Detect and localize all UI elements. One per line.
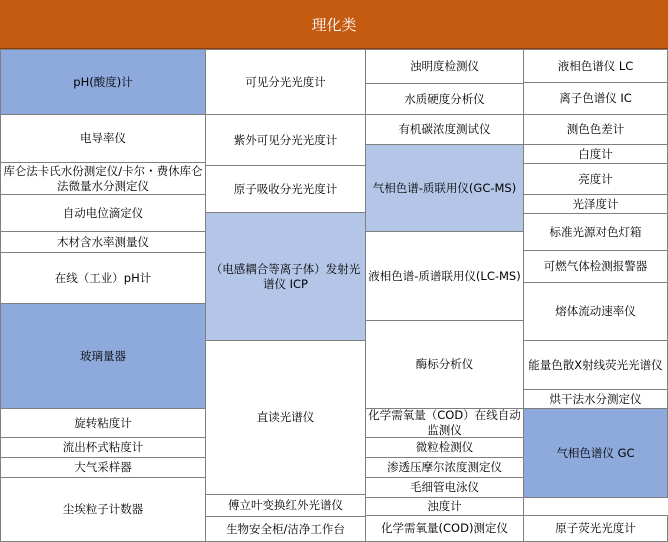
instrument-cell [365, 477, 524, 498]
instrument-cell [205, 212, 366, 341]
instrument-cell [523, 282, 668, 341]
instrument-cell [365, 83, 524, 115]
instrument-label: 水质硬度分析仪 [404, 91, 485, 106]
instrument-label: 旋转粘度计 [74, 415, 132, 430]
instrument-label: 自动电位滴定仪 [62, 205, 144, 220]
instrument-label: 毛细管电泳仪 [410, 480, 479, 495]
instrument-label: 傅立叶变换红外光谱仪 [228, 498, 343, 513]
instrument-cell [0, 303, 206, 409]
instrument-cell [205, 494, 366, 517]
instrument-cell [0, 457, 206, 478]
instrument-label: 化学需氧量(COD)测定仪 [381, 521, 508, 536]
instrument-label: 烘干法水分测定仪 [549, 391, 642, 406]
instrument-label: 微粒检测仪 [415, 440, 474, 455]
instrument-cell [365, 114, 524, 145]
instrument-cell [523, 82, 668, 115]
instrument-label: 生物安全柜/洁净工作台 [226, 521, 345, 536]
instrument-cell [523, 49, 668, 83]
instrument-cell [0, 477, 206, 542]
instrument-label: 玻璃量器 [80, 348, 126, 363]
instrument-cell [365, 320, 524, 409]
instrument-label: 浊明度检测仪 [410, 59, 479, 74]
instrument-cell [205, 114, 366, 166]
instrument-cell [0, 49, 206, 115]
instrument-cell [0, 194, 206, 232]
instrument-label: 流出杯式粘度计 [62, 440, 144, 455]
instrument-label: 原子荧光光度计 [555, 521, 636, 536]
instrument-label: 有机碳浓度测试仪 [398, 122, 491, 137]
instrument-label: 标准光源对色灯箱 [549, 224, 642, 239]
instrument-cell [365, 408, 524, 438]
instrument-label: 直读光谱仪 [256, 410, 315, 425]
instrument-cell [205, 165, 366, 213]
instrument-label: 尘埃粒子计数器 [62, 502, 144, 517]
instrument-cell [523, 389, 668, 409]
instrument-label: 原子吸收分光光度计 [233, 181, 338, 196]
instrument-cell [205, 340, 366, 495]
instrument-cell [523, 213, 668, 251]
instrument-cell [205, 49, 366, 115]
instrument-label: 木材含水率测量仪 [57, 234, 149, 249]
instrument-label: 化学需氧量（COD）在线自动监测仪 [368, 408, 521, 437]
instrument-label: 光泽度计 [572, 196, 619, 211]
instrument-cell [365, 49, 524, 84]
instrument-label: 气相色谱-质联用仪(GC-MS) [372, 180, 517, 195]
instrument-cell [523, 515, 668, 542]
instrument-cell [523, 250, 668, 283]
instrument-label: 可燃气体检测报警器 [543, 259, 648, 274]
instrument-cell [365, 231, 524, 321]
instrument-label: 大气采样器 [74, 460, 132, 475]
instrument-cell [365, 437, 524, 458]
instrument-label: （电感耦合等离子体）发射光谱仪 ICP [210, 261, 361, 291]
instrument-cell [365, 497, 524, 516]
instrument-label: 紫外可见分光光度计 [233, 132, 338, 147]
instrument-cell [523, 114, 668, 145]
instrument-cell [205, 516, 366, 542]
instrument-label: 气相色谱仪 GC [556, 445, 635, 460]
instrument-cell [0, 114, 206, 163]
instrument-cell [0, 408, 206, 438]
instrument-cell [523, 144, 668, 164]
instrument-cell [0, 252, 206, 304]
instrument-cell [523, 340, 668, 390]
instrument-label: 浊度计 [427, 499, 462, 514]
instrument-cell [365, 144, 524, 232]
instrument-label: 测色色差计 [566, 122, 625, 137]
instrument-label: 离子色谱仪 IC [559, 91, 632, 106]
instrument-cell [523, 194, 668, 214]
instrument-label: 渗透压摩尔浓度测定仪 [387, 460, 502, 475]
instrument-label: 液相色谱仪 LC [557, 58, 634, 73]
instrument-label: 在线（工业）pH计 [54, 270, 152, 285]
instrument-label: 亮度计 [578, 171, 613, 186]
instrument-cell [523, 163, 668, 195]
instrument-cell [365, 515, 524, 542]
instrument-label: 电导率仪 [80, 131, 126, 146]
instrument-label: 可见分光光度计 [245, 74, 326, 89]
category-header: 理化类 [0, 0, 668, 49]
instrument-cell [365, 457, 524, 478]
instrument-label: 熔体流动速率仪 [555, 304, 636, 319]
instrument-label: 酶标分析仪 [415, 357, 474, 372]
instrument-label: 液相色谱-质谱联用仪(LC-MS) [368, 268, 521, 283]
instrument-cell [0, 231, 206, 253]
instrument-label: 库仑法卡氏水份测定仪/卡尔・费休库仑法微量水分测定仪 [3, 163, 203, 193]
instrument-cell [0, 437, 206, 458]
instrument-cell [523, 408, 668, 498]
instrument-label: pH(酸度)计 [73, 74, 133, 89]
instrument-label: 白度计 [578, 146, 613, 161]
instrument-label: 能量色散X射线荧光光谱仪 [528, 357, 663, 372]
instrument-cell [0, 162, 206, 195]
